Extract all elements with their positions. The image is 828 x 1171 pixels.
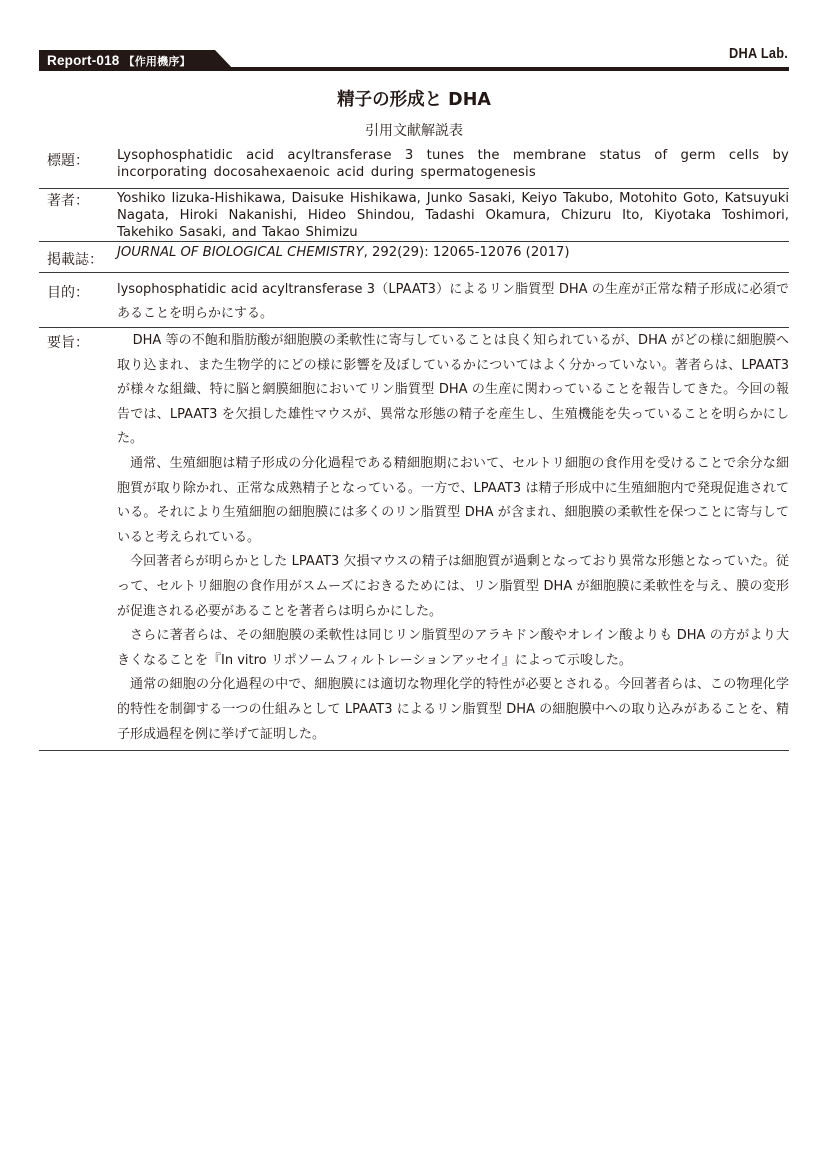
row-summary [39,328,789,751]
summary-paragraph: 通常の細胞の分化過程の中で、細胞膜には適切な物理化学的特性が必要とされる。今回著者らは、この物理化学的特性を制御する一つの仕組みとして LPAAT3 によるリン脂質型 DHA の細胞膜中への取り込みがあることを、精子形成過程を例に挙げて証明した。 [117,677,789,742]
report-category: 【作用機序】 [123,56,191,68]
summary-value [117,329,789,747]
page-title: 精子の形成と DHA [337,90,491,110]
page-subtitle: 引用文献解説表 [365,123,463,139]
title-value: Lysophosphatidic acid acyltransferase 3 tunes the membrane status of germ cells by incorporating docosahexaenoic acid during spermatogenesis [117,148,789,180]
journal-label: 掲載誌： [47,252,103,268]
purpose-value: lysophosphatidic acid acyltransferase 3（LPAAT3）によるリン脂質型 DHA の生産が正常な精子形成に必須であることを明らかにする。 [117,282,789,321]
authors-label: 著者： [47,193,89,209]
row-authors [39,189,789,242]
row-journal [39,242,789,273]
report-id: Report-018 [47,53,120,68]
citation-table [39,147,789,751]
journal-citation: , 292(29): 12065-12076 (2017) [363,245,570,260]
summary-paragraph: DHA 等の不飽和脂肪酸が細胞膜の柔軟性に寄与していることは良く知られているが、DHA がどの様に細胞膜へ取り込まれ、また生物学的にどの様に影響を及ぼしているかについてはよく分かっていない。著者らは、LPAAT3 が様々な組織、特に脳と網膜細胞においてリン脂質型 DHA の生産に関わっていることを報告してきた。今回の報告では、LPAAT3 を欠損した雄性マウスが、異常な形態の精子を産生し、生殖機能を失っていることを明らかにした。 [117,333,789,447]
summary-paragraph: 通常、生殖細胞は精子形成の分化過程である精細胞期において、セルトリ細胞の食作用を受けることで余分な細胞質が取り除かれ、正常な成熟精子となっている。一方で、LPAAT3 は精子形成中に生殖細胞内で発現促進されている。それにより生殖細胞の細胞膜には多くのリン脂質型 DHA が含まれ、細胞膜の柔軟性を保つことに寄与していると考えられている。 [117,455,789,545]
brand-logo: DHA Lab. [728,46,788,62]
report-tab-label [47,51,191,70]
summary-paragraph: さらに著者らは、その細胞膜の柔軟性は同じリン脂質型のアラキドン酸やオレイン酸よりも DHA の方がより大きくなることを『In vitro リポソームフィルトレーションアッセイ』によって示唆した。 [117,628,789,668]
summary-paragraph: 今回著者らが明らかとした LPAAT3 欠損マウスの精子は細胞質が過剰となっており異常な形態となっていた。従って、セルトリ細胞の食作用がスムーズにおきるためには、リン脂質型 DHA が細胞膜に柔軟性を与え、膜の変形が促進される必要があることを著者らは明らかにした。 [117,554,789,619]
summary-label: 要旨： [47,335,89,351]
journal-value [117,242,789,272]
journal-name: JOURNAL OF BIOLOGICAL CHEMISTRY [117,245,364,260]
authors-value: Yoshiko Iizuka-Hishikawa, Daisuke Hishikawa, Junko Sasaki, Keiyo Takubo, Motohito Goto, Katsuyuki Nagata, Hiroki Nakanishi, Hideo Shindou, Tadashi Okamura, Chizuru Ito, Kiyotaka Toshimori, Takehiko Sasaki, and Takao Shimizu [117,191,789,240]
row-title [39,147,789,189]
title-label: 標題： [47,153,89,169]
row-purpose [39,273,789,328]
purpose-label: 目的： [47,285,89,301]
